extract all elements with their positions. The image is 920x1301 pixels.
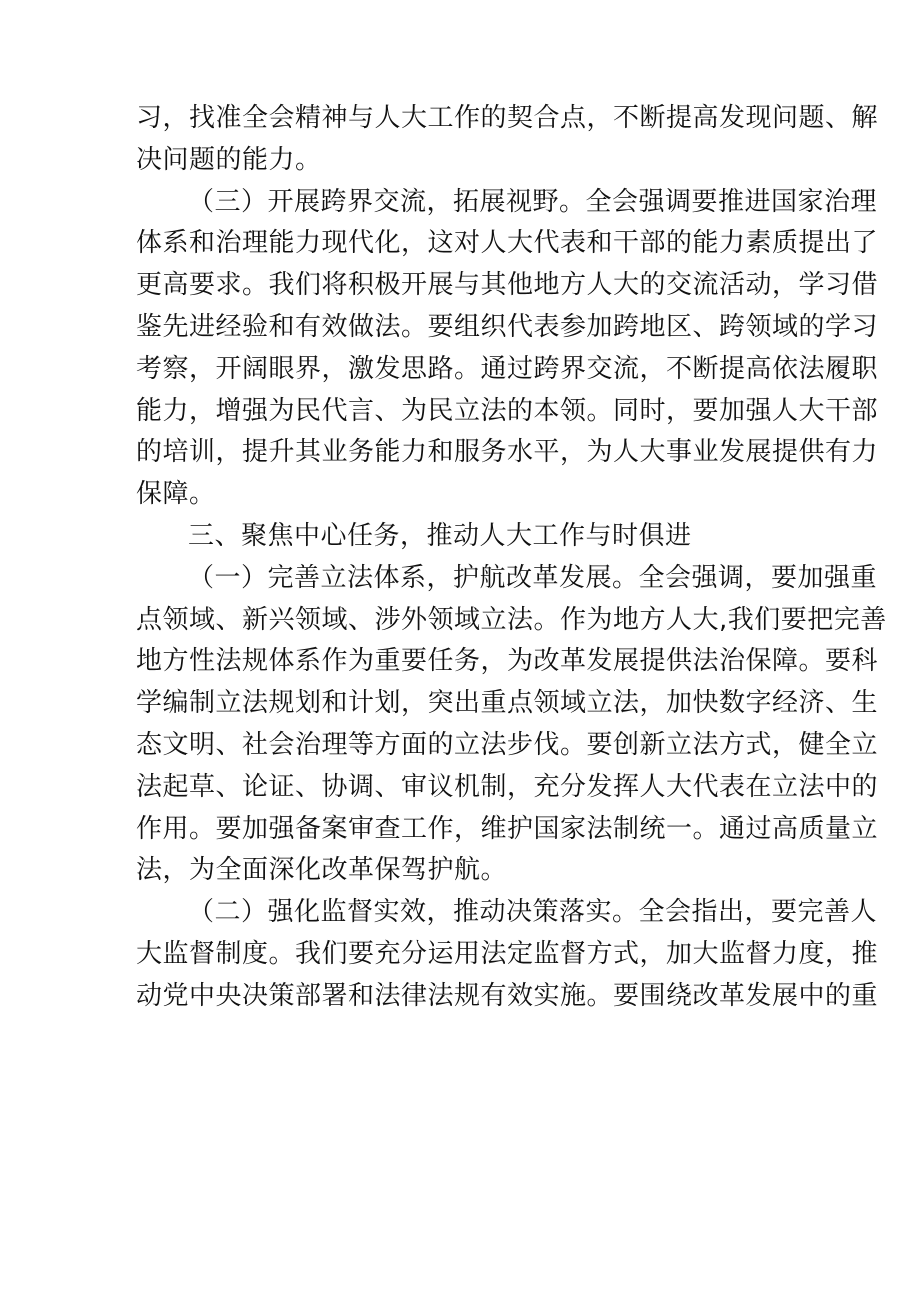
- text-line: 大监督制度。我们要充分运用法定监督方式，加大监督力度，推: [136, 938, 879, 969]
- section-heading-3: （三）开展跨界交流，拓展视野。全会强调要推进国家治理: [188, 186, 878, 217]
- text-line: 鉴先进经验和有效做法。要组织代表参加跨地区、跨领域的学习: [136, 311, 879, 342]
- section-heading-2: （二）强化监督实效，推动决策落实。全会指出，要完善人: [188, 897, 878, 928]
- text-line: 态文明、社会治理等方面的立法步伐。要创新立法方式，健全立: [136, 729, 879, 760]
- text-line: 学编制立法规划和计划，突出重点领域立法，加快数字经济、生: [136, 688, 879, 719]
- text-line: 作用。要加强备案审查工作，维护国家法制统一。通过高质量立: [136, 813, 879, 844]
- section-heading-1: （一）完善立法体系，护航改革发展。全会强调，要加强重: [188, 562, 878, 593]
- text-line: 决问题的能力。: [136, 144, 322, 175]
- text-line: 法，为全面深化改革保驾护航。: [136, 855, 508, 886]
- text-line: 地方性法规体系作为重要任务，为改革发展提供法治保障。要科: [136, 646, 879, 677]
- text-line: 更高要求。我们将积极开展与其他地方人大的交流活动，学习借: [136, 270, 879, 301]
- text-line: 点领域、新兴领域、涉外领域立法。作为地方人大,我们要把完善: [136, 604, 887, 635]
- chapter-heading: 三、聚焦中心任务，推动人大工作与时俱进: [188, 520, 692, 551]
- text-line: 能力，增强为民代言、为民立法的本领。同时，要加强人大干部: [136, 395, 879, 426]
- text-line: 习，找准全会精神与人大工作的契合点，不断提高发现问题、解: [136, 103, 879, 133]
- text-line: 法起草、论证、协调、审议机制，充分发挥人大代表在立法中的: [136, 771, 879, 802]
- text-line: 动党中央决策部署和法律法规有效实施。要围绕改革发展中的重: [136, 980, 879, 1011]
- text-line: 体系和治理能力现代化，这对人大代表和干部的能力素质提出了: [136, 228, 879, 259]
- text-line: 考察，开阔眼界，激发思路。通过跨界交流，不断提高依法履职: [136, 353, 879, 384]
- text-line: 的培训，提升其业务能力和服务水平，为人大事业发展提供有力: [136, 437, 879, 468]
- document-body: [136, 98, 887, 1018]
- text-line: 保障。: [136, 479, 216, 510]
